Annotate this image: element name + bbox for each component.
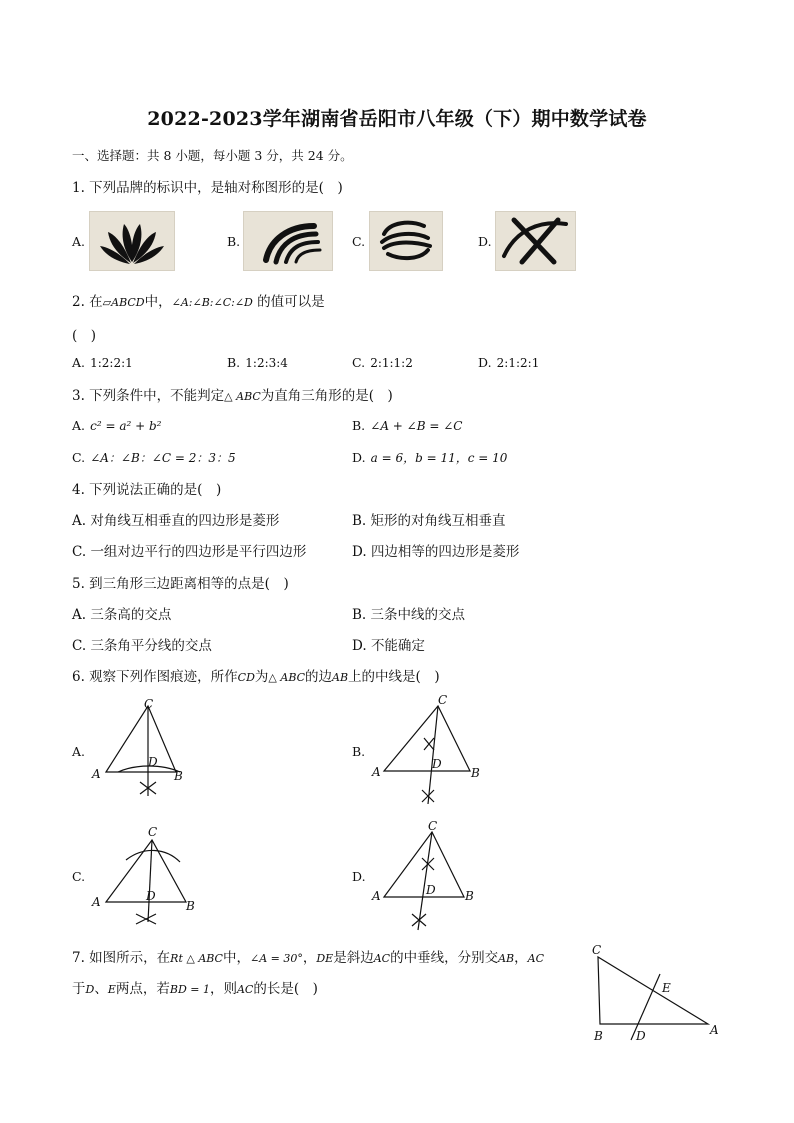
point-b-label: B <box>465 889 474 903</box>
swirl-logo-icon <box>370 212 442 270</box>
point-d-label: D <box>636 1029 646 1043</box>
arc-cross-mark-top <box>424 738 434 750</box>
q1-label-b: B. <box>227 234 241 249</box>
q7-stem-line1: 7. 如图所示，在Rt △ ABC中，∠A = 30°，DE是斜边AC的中垂线，分别交AB，AC <box>72 950 544 966</box>
point-d-label: D <box>146 889 156 903</box>
point-b-label: B <box>594 1029 603 1043</box>
point-c-label: C <box>592 943 602 957</box>
q1-label-d: D. <box>478 234 492 249</box>
q6-label-d: D. <box>352 869 366 884</box>
q2-angle-ratio: ∠A:∠B:∠C:∠D <box>171 296 253 309</box>
point-a-label: A <box>372 889 381 903</box>
q2-option-a: A. 1:2:2:1 <box>72 355 133 370</box>
q6-label-b: B. <box>352 744 366 759</box>
q6-figure-c <box>88 822 203 932</box>
segment-cd <box>148 840 152 922</box>
point-c-label: C <box>144 697 154 711</box>
q7-figure <box>586 940 726 1046</box>
q3-option-a: A. c² = a² + b² <box>72 418 162 433</box>
q6-label-a: A. <box>72 744 86 759</box>
point-e-label: E <box>662 981 671 995</box>
q5-option-a: A. 三条高的交点 <box>72 607 172 623</box>
x-swoosh-logo-icon <box>496 212 575 270</box>
q2-parallelogram-term: ▱ABCD <box>102 296 145 309</box>
q3-option-b: B. ∠A + ∠B = ∠C <box>352 418 463 433</box>
curved-stripes-logo-image <box>243 211 333 271</box>
q5-option-d: D. 不能确定 <box>352 638 425 654</box>
page-title: 2022-2023学年湖南省岳阳市八年级（下）期中数学试卷 <box>147 108 647 130</box>
point-b-label: B <box>186 899 195 913</box>
x-swoosh-logo-image <box>495 211 576 271</box>
q3-option-c: C. ∠A：∠B：∠C = 2：3：5 <box>72 450 236 465</box>
point-b-label: B <box>471 766 480 780</box>
huawei-logo-icon <box>90 212 174 270</box>
q2-option-c: C. 2:1:1:2 <box>352 355 413 370</box>
huawei-logo-image <box>89 211 175 271</box>
q5-option-c: C. 三条角平分线的交点 <box>72 638 212 654</box>
q2-option-b: B. 1:2:3:4 <box>227 355 288 370</box>
point-c-label: C <box>428 819 438 833</box>
arc-cross-mark <box>136 914 156 924</box>
point-a-label: A <box>372 765 381 779</box>
q6-figure-d <box>370 818 485 934</box>
q3-stem: 3. 下列条件中，不能判定△ ABC为直角三角形的是( ) <box>72 388 393 404</box>
q3-triangle-term: △ ABC <box>224 390 261 403</box>
point-c-label: C <box>438 693 448 707</box>
triangle-abc <box>106 706 176 772</box>
point-d-label: D <box>432 757 442 771</box>
q7-stem-line2: 于D、E两点，若BD = 1，则AC的长是( ) <box>72 981 318 997</box>
point-b-label: B <box>174 769 183 783</box>
point-a-label: A <box>92 767 101 781</box>
q1-label-c: C. <box>352 234 366 249</box>
point-a-label: A <box>710 1023 719 1037</box>
arc-mark <box>126 850 180 862</box>
q4-option-b: B. 矩形的对角线互相垂直 <box>352 513 506 529</box>
triangle-abc <box>384 706 470 771</box>
point-d-label: D <box>426 883 436 897</box>
q1-stem: 1. 下列品牌的标识中，是轴对称图形的是( ) <box>72 180 343 196</box>
point-d-label: D <box>148 755 158 769</box>
point-c-label: C <box>148 825 158 839</box>
q4-option-d: D. 四边相等的四边形是菱形 <box>352 544 520 560</box>
q5-option-b: B. 三条中线的交点 <box>352 607 466 623</box>
point-a-label: A <box>92 895 101 909</box>
q4-stem: 4. 下列说法正确的是( ) <box>72 482 222 498</box>
q5-stem: 5. 到三角形三边距离相等的点是( ) <box>72 576 289 592</box>
section-heading: 一、选择题：共 8 小题，每小题 3 分，共 24 分。 <box>72 148 353 163</box>
curved-stripes-logo-icon <box>244 212 332 270</box>
q6-figure-b <box>370 692 490 810</box>
q4-option-c: C. 一组对边平行的四边形是平行四边形 <box>72 544 307 560</box>
q2-answer-paren: ( ) <box>72 328 97 344</box>
segment-cd <box>428 706 438 804</box>
q2-option-d: D. 2:1:2:1 <box>478 355 540 370</box>
china-mobile-logo-image <box>369 211 443 271</box>
q2-stem: 2. 在▱ABCD中，∠A:∠B:∠C:∠D 的值可以是 <box>72 294 325 310</box>
q3-option-d: D. a = 6，b = 11，c = 10 <box>352 450 508 465</box>
q6-stem: 6. 观察下列作图痕迹，所作CD为△ ABC的边AB上的中线是( ) <box>72 669 440 685</box>
q6-label-c: C. <box>72 869 86 884</box>
q4-option-a: A. 对角线互相垂直的四边形是菱形 <box>72 513 280 529</box>
q1-label-a: A. <box>72 234 86 249</box>
q6-figure-a <box>88 694 198 804</box>
